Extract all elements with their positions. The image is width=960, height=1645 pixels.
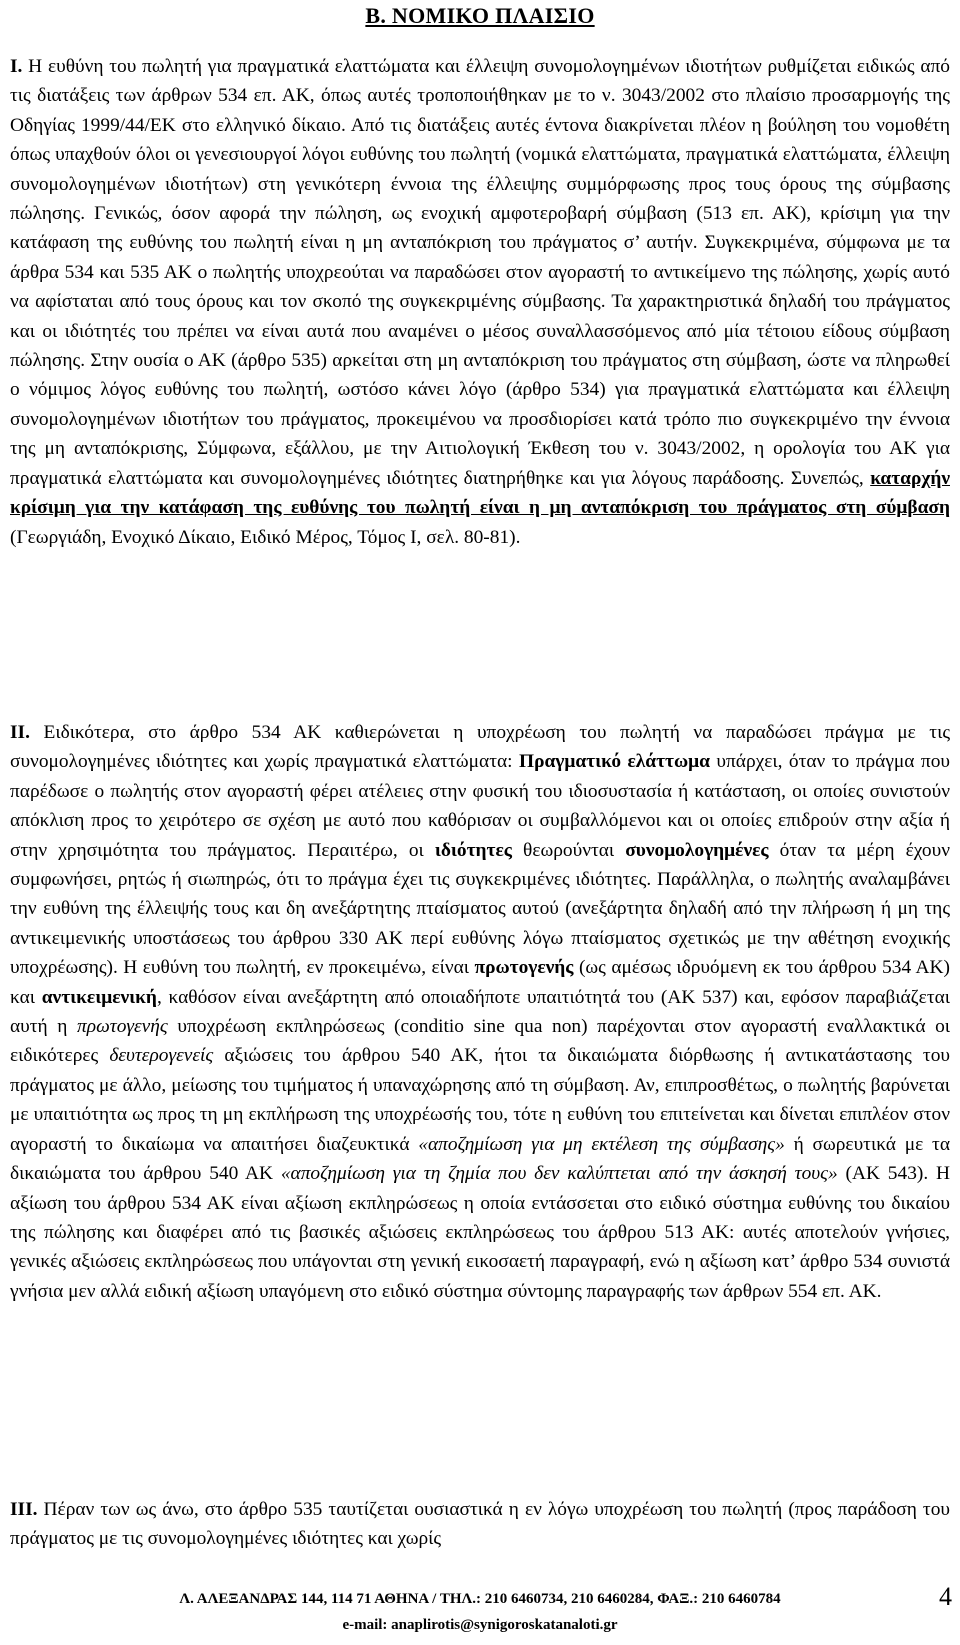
italic-term: πρωτογενής xyxy=(77,1016,168,1038)
paragraph-3 xyxy=(10,1495,950,1554)
paragraph-text: υποχρέωση εκπληρώσεως (conditio sine qua non) παρέχονται στον αγοραστή εναλλακτικά οι ειδικότερες xyxy=(10,1016,950,1067)
italic-quote: «αποζημίωση για τη ζημία που δεν καλύπτεται από την άσκησή τους» xyxy=(280,1163,838,1185)
italic-quote: «αποζημίωση για μη εκτέλεση της σύμβασης» xyxy=(418,1133,785,1155)
paragraph-text: Ειδικότερα, στο άρθρο 534 ΑΚ καθιερώνεται η υποχρέωση του πωλητή να παραδώσει πράγμα με τις συνομολογημένες ιδιότητες και χωρίς πραγματικά ελαττώματα: xyxy=(10,722,950,773)
paragraph-number: ΙΙΙ. xyxy=(10,1499,38,1520)
footer-email: e-mail: anaplirotis@synigoroskatanaloti.gr xyxy=(342,1617,618,1633)
section-title: Β. ΝΟΜΙΚΟ ΠΛΑΙΣΙΟ xyxy=(365,3,595,28)
bold-term: Πραγματικό ελάττωμα xyxy=(519,751,710,773)
paragraph-1 xyxy=(10,52,950,552)
paragraph-text: (Γεωργιάδη, Ενοχικό Δίκαιο, Ειδικό Μέρος, Τόμος Ι, σελ. 80-81). xyxy=(10,526,521,548)
paragraph-number: Ι. xyxy=(10,56,23,77)
paragraph-text: (ως αμέσως ιδρυόμενη εκ του άρθρου 534 ΑΚ) και xyxy=(10,957,950,1008)
bold-term: ιδιότητες xyxy=(434,839,512,861)
paragraph-text: Η ευθύνη του πωλητή για πραγματικά ελαττώματα και έλλειψη συνομολογημένων ιδιοτήτων ρυθμίζεται ειδικώς από τις διατάξεις των άρθρων 534 επ. ΑΚ, όπως αυτές τροποποιήθηκαν με το ν. 3043/2002 στο πλαίσιο προσαρμογής της Οδηγίας 1999/44/ΕΚ στο ελληνικό δίκαιο. Από τις διατάξεις αυτές έντονα διακρίνεται πλέον η βούληση του νομοθέτη όπως υπαχθούν όλοι οι γενεσιουργοί λόγοι ευθύνης του πωλητή (νομικά ελαττώματα, πραγματικά ελαττώματα, έλλειψη συνομολογημένων ιδιοτήτων) στη γενικότερη έννοια της έλλειψης συμμόρφωσης προς τους όρους της σύμβασης πώλησης. Γενικώς, όσον αφορά την πώληση, ως ενοχική αμφοτεροβαρή σύμβαση (513 επ. ΑΚ), κρίσιμη για την κατάφαση της ευθύνης του πωλητή είναι η μη ανταπόκριση του πράγματος σ’ αυτήν. Συγκεκριμένα, σύμφωνα με τα άρθρα 534 και 535 ΑΚ ο πωλητής υποχρεούται να παραδώσει στον αγοραστή το αντικείμενο της πώλησης, χωρίς αυτό να αφίσταται από τους όρους και τον σκοπό της συγκεκριμένης σύμβασης. Τα χαρακτηριστικά δηλαδή του πράγματος και οι ιδιότητές του πρέπει να είναι αυτά που αναμένει ο μέσος συναλλασσόμενος από μία τέτοιου είδους σύμβαση πώλησης. Στην ουσία ο ΑΚ (άρθρο 535) αρκείται στη μη ανταπόκριση του πράγματος στη σύμβαση, ώστε να πληρωθεί ο νόμιμος λόγος ευθύνης του πωλητή, ωστόσο κάνει λόγο (άρθρο 534) για πραγματικά ελαττώματα και έλλειψη συνομολογημένων ιδιοτήτων του πράγματος, προκειμένου να προσδιορίσει κατά τρόπο πιο συγκεκριμένο την έννοια της μη ανταπόκρισης, Σύμφωνα, εξάλλου, με την Αιτιολογική Έκθεση του ν. 3043/2002, η ορολογία του ΑΚ για πραγματικά ελαττώματα και συνομολογημένες ιδιότητες διατηρήθηκε και για λόγους παράδοσης. Συνεπώς, xyxy=(10,56,950,489)
paragraph-text: υπάρχει, όταν το πράγμα που παρέδωσε ο πωλητής στον αγοραστή φέρει ατέλειες στην φυσική του ιδιοσυστασία ή κατάσταση, οι οποίες συνιστούν απόκλιση προς το χειρότερο σε σχέση με αυτό που καθόρισαν οι συμβαλλόμενοι και οι οποίες επιδρούν στην αξία ή στην χρησιμότητα του πράγματος. Περαιτέρω, οι xyxy=(10,751,950,861)
bold-term: αντικειμενική xyxy=(41,986,157,1008)
emphasized-text: καταρχήν κρίσιμη για την κατάφαση της ευθύνης του πωλητή είναι η μη ανταπόκριση του πράγματος στη σύμβαση xyxy=(10,467,950,519)
paragraph-text: Πέραν των ως άνω, στο άρθρο 535 ταυτίζεται ουσιαστικά η εν λόγω υποχρέωση του πωλητή (προς παράδοση του πράγματος με τις συνομολογημένες ιδιότητες και χωρίς xyxy=(10,1499,950,1550)
paragraph-text: θεωρούνται xyxy=(511,839,626,861)
paragraph-text: , καθόσον είναι ανεξάρτητη από οποιαδήποτε υπαιτιότητά του (ΑΚ 537) και, εφόσον παραβιάζεται αυτή η xyxy=(10,986,950,1038)
bold-term: πρωτογενής xyxy=(474,957,574,979)
paragraph-text: αξιώσεις του άρθρου 540 ΑΚ, ήτοι τα δικαιώματα διόρθωσης ή αντικατάστασης του πράγματος με άλλο, μείωσης του τιμήματος ή υπαναχώρησης από τη σύμβαση. Αν, επιπροσθέτως, ο πωλητής βαρύνεται με υπαιτιότητα ως προς τη μη εκπλήρωση της υποχρέωσής του, τότε η ευθύνη του επιτείνεται και δίνεται επιπλέον στον αγοραστή το δικαίωμα να απαιτήσει διαζευκτικά xyxy=(10,1045,950,1155)
paragraph-number: ΙΙ. xyxy=(10,722,30,743)
footer-address: Λ. ΑΛΕΞΑΝΔΡΑΣ 144, 114 71 ΑΘΗΝΑ / ΤΗΛ.: 210 6460734, 210 6460284, ΦΑΞ.: 210 6460784 xyxy=(179,1591,781,1607)
page-number: 4 xyxy=(939,1582,952,1611)
paragraph-text: ή σωρευτικά με τα δικαιώματα του άρθρου 540 ΑΚ xyxy=(10,1133,950,1185)
italic-term: δευτερογενείς xyxy=(109,1045,214,1067)
paragraph-text: όταν τα μέρη έχουν συμφωνήσει, ρητώς ή σιωπηρώς, ότι το πράγμα έχει τις συγκεκριμένες ιδιότητες. Παράλληλα, ο πωλητής αναλαμβάνει την ευθύνη της έλλειψής τους και δη ανεξάρτητης πταίσματος αυτού (ανεξάρτητα δηλαδή από την πλήρωση ή μη της αντικειμενικής υποστάσεως του άρθρου 330 ΑΚ περί ευθύνης λόγω πταίσματος σχετικώς με την αθέτηση ενοχικής υποχρέωσης). Η ευθύνη του πωλητή, εν προκειμένω, είναι xyxy=(10,839,950,979)
paragraph-2 xyxy=(10,718,950,1306)
bold-term: συνομολογημένες xyxy=(625,839,769,861)
paragraph-text: (ΑΚ 543). Η αξίωση του άρθρου 534 ΑΚ είναι αξίωση εκπληρώσεως η οποία εντάσσεται στο ειδικό σύστημα ευθύνης του δικαίου της πώλησης και διαφέρει από τις βασικές αξιώσεις εκπληρώσεως του άρθρου 513 ΑΚ: αυτές αποτελούν γνήσιες, γενικές αξιώσεις εκπληρώσεως που υπάγονται στη γενική εικοσαετή παραγραφή, ενώ η αξίωση κατ’ άρθρο 534 συνιστά γνήσια μεν αλλά ειδική αξίωση υπαγόμενη στο ειδικό σύστημα σύντομης παραγραφής των άρθρων 554 επ. ΑΚ. xyxy=(10,1163,950,1302)
